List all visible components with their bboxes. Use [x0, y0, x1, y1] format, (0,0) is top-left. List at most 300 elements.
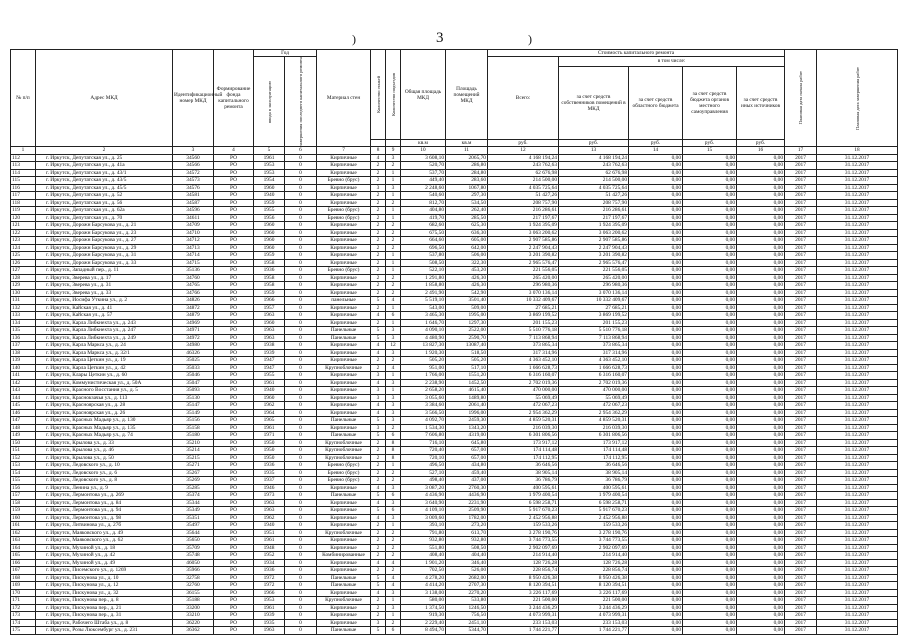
cell-total-area: 580,00 [401, 597, 446, 605]
cell-total: 174 114,48 [488, 447, 559, 455]
cell-wall: Панельные [317, 627, 371, 635]
cell-region: 0,00 [629, 402, 683, 410]
cell-owners: 62 676,98 [559, 169, 629, 177]
cell-owners: 6 598 258,71 [559, 499, 629, 507]
cell-wall: Кирпичные [317, 252, 371, 260]
cell-planned-end: 31.12.2017 [817, 237, 898, 245]
cell-no: 117 [11, 192, 36, 200]
cell-planned-start: 2017 [785, 544, 817, 552]
cell-address: г. Иркутск, Депутатская ул., д. 52 [36, 192, 173, 200]
cell-entrances: 1 [386, 259, 401, 267]
cell-local: 0,00 [683, 379, 737, 387]
cell-id: 35214 [173, 447, 214, 455]
cell-res-area: 2707,30 [446, 582, 488, 590]
cell-res-area: 1452,50 [446, 379, 488, 387]
cell-total-area: 3 465,30 [401, 312, 446, 320]
cell-other: 0,00 [737, 402, 785, 410]
cell-total-area: 419,70 [401, 214, 446, 222]
cell-id: 35046 [173, 372, 214, 380]
cell-region: 0,00 [629, 319, 683, 327]
cell-year-built: 1961 [254, 379, 285, 387]
col-number: 4 [214, 147, 254, 155]
cell-total-area: 3 608,10 [401, 154, 446, 162]
cell-fund: РО [214, 567, 254, 575]
cell-floors: 5 [371, 582, 386, 590]
cell-total-area: 537,70 [401, 169, 446, 177]
cell-id: 35147 [173, 402, 214, 410]
cell-year-built: 1937 [254, 477, 285, 485]
cell-local: 0,00 [683, 177, 737, 185]
cell-res-area: 2459,30 [446, 417, 488, 425]
cell-local: 0,00 [683, 582, 737, 590]
cell-local: 0,00 [683, 627, 737, 635]
cell-owners: 5 510 776,18 [559, 327, 629, 335]
cell-address: г. Иркутск, Ледовского ул., д. 6 [36, 469, 173, 477]
header-floors: Количество этажей [371, 50, 386, 140]
cell-id: 34715 [173, 259, 214, 267]
cell-planned-start: 2017 [785, 567, 817, 575]
cell-year-repair: 0 [285, 484, 317, 492]
cell-other: 0,00 [737, 244, 785, 252]
cell-id: 34713 [173, 244, 214, 252]
cell-local: 0,00 [683, 207, 737, 215]
table-row [11, 432, 898, 440]
cell-planned-end: 31.12.2017 [817, 619, 898, 627]
cell-owners: 4 073 999,31 [559, 612, 629, 620]
table-row [11, 597, 898, 605]
cell-local: 0,00 [683, 499, 737, 507]
cell-res-area: 2682,00 [446, 574, 488, 582]
cell-res-area: 404,40 [446, 552, 488, 560]
cell-year-repair: 0 [285, 357, 317, 365]
cell-address: г. Иркутск, Красноярская ул., д. 26 [36, 409, 173, 417]
cell-planned-start: 2017 [785, 349, 817, 357]
cell-region: 0,00 [629, 169, 683, 177]
cell-no: 128 [11, 274, 36, 282]
cell-year-repair: 0 [285, 379, 317, 387]
header-src-owners: за счет средств собственников помещений в МКД [559, 66, 629, 140]
cell-planned-end: 31.12.2017 [817, 582, 898, 590]
table-row [11, 447, 898, 455]
cell-year-built: 1946 [254, 484, 285, 492]
cell-id: 35349 [173, 507, 214, 515]
cell-address: г. Иркутск, Клары Цеткин ул., д. 60 [36, 372, 173, 380]
cell-total-area: 3 138,00 [401, 589, 446, 597]
cell-year-built: 1958 [254, 259, 285, 267]
cell-id: 35650 [173, 537, 214, 545]
cell-planned-end: 31.12.2017 [817, 552, 898, 560]
cell-year-repair: 0 [285, 469, 317, 477]
cell-no: 166 [11, 559, 36, 567]
cell-no: 164 [11, 544, 36, 552]
cell-region: 0,00 [629, 559, 683, 567]
table-row [11, 274, 898, 282]
cell-local: 0,00 [683, 274, 737, 282]
table-row [11, 409, 898, 417]
cell-no: 171 [11, 597, 36, 605]
cell-no: 132 [11, 304, 36, 312]
header-wall: Материал стен [317, 50, 371, 147]
cell-year-repair: 0 [285, 237, 317, 245]
cell-local: 0,00 [683, 544, 737, 552]
cell-planned-start: 2017 [785, 379, 817, 387]
cell-wall: Бревно (брус) [317, 214, 371, 222]
cell-wall: Кирпичные [317, 619, 371, 627]
cell-entrances: 4 [386, 574, 401, 582]
cell-fund: РО [214, 477, 254, 485]
cell-total: 5 917 670,23 [488, 507, 559, 515]
cell-owners: 228 856,74 [559, 567, 629, 575]
cell-no: 140 [11, 364, 36, 372]
cell-local: 0,00 [683, 282, 737, 290]
cell-year-repair: 0 [285, 619, 317, 627]
cell-year-repair: 0 [285, 184, 317, 192]
cell-total-area: 408,40 [401, 552, 446, 560]
cell-id: 34765 [173, 282, 214, 290]
cell-id: 35149 [173, 409, 214, 417]
table-row [11, 424, 898, 432]
cell-owners: 3 070 136,14 [559, 289, 629, 297]
table-row [11, 567, 898, 575]
cell-other: 0,00 [737, 349, 785, 357]
header-planned-start: Плановая дата начала работ [785, 50, 817, 147]
cell-entrances: 3 [386, 327, 401, 335]
cell-local: 0,00 [683, 402, 737, 410]
table-row [11, 319, 898, 327]
col-number: 1 [11, 147, 36, 155]
unit-local: руб. [683, 140, 737, 147]
cell-region: 0,00 [629, 342, 683, 350]
cell-fund: РО [214, 574, 254, 582]
cell-other: 0,00 [737, 462, 785, 470]
cell-owners: 159 533,26 [559, 522, 629, 530]
cell-entrances: 3 [386, 604, 401, 612]
cell-local: 0,00 [683, 289, 737, 297]
table-row [11, 439, 898, 447]
cell-planned-end: 31.12.2017 [817, 454, 898, 462]
cell-year-built: 1954 [254, 177, 285, 185]
cell-year-repair: 0 [285, 514, 317, 522]
cell-floors: 4 [371, 499, 386, 507]
unit-entrances-blank [386, 140, 401, 147]
cell-fund: РО [214, 469, 254, 477]
table-row [11, 259, 898, 267]
cell-other: 0,00 [737, 237, 785, 245]
col-number: 6 [285, 147, 317, 155]
cell-owners: 3 201 390,82 [559, 252, 629, 260]
cell-total: 4 168 194,24 [488, 154, 559, 162]
cell-no: 130 [11, 289, 36, 297]
cell-year-repair: 0 [285, 447, 317, 455]
cell-entrances: 1 [386, 304, 401, 312]
cell-year-built: 1950 [254, 447, 285, 455]
capital-repair-register-table [10, 49, 898, 635]
cell-wall: Кирпичные [317, 537, 371, 545]
cell-planned-start: 2017 [785, 552, 817, 560]
cell-planned-start: 2017 [785, 469, 817, 477]
cell-other: 0,00 [737, 214, 785, 222]
cell-year-built: 1957 [254, 304, 285, 312]
cell-year-built: 1960 [254, 229, 285, 237]
col-number: 16 [737, 147, 785, 155]
cell-total: 208 757,90 [488, 199, 559, 207]
cell-local: 0,00 [683, 357, 737, 365]
cell-entrances: 2 [386, 229, 401, 237]
cell-entrances: 4 [386, 559, 401, 567]
cell-other: 0,00 [737, 507, 785, 515]
cell-fund: РО [214, 544, 254, 552]
cell-other: 0,00 [737, 162, 785, 170]
cell-planned-end: 31.12.2017 [817, 589, 898, 597]
cell-wall: Кирпичные [317, 169, 371, 177]
cell-year-repair: 0 [285, 349, 317, 357]
cell-address: г. Иркутск, Дорожн Барсукова ул., д. 33 [36, 259, 173, 267]
cell-year-built: 1960 [254, 319, 285, 327]
cell-wall: Бревно (брус) [317, 207, 371, 215]
cell-owners: 214 500,00 [559, 177, 629, 185]
cell-fund: РО [214, 304, 254, 312]
cell-year-built: 1965 [254, 417, 285, 425]
cell-year-repair: 0 [285, 327, 317, 335]
cell-other: 0,00 [737, 154, 785, 162]
cell-region: 0,00 [629, 364, 683, 372]
cell-res-area: 285,50 [446, 214, 488, 222]
cell-wall: Бревно (брус) [317, 267, 371, 275]
cell-entrances: 1 [386, 252, 401, 260]
cell-other: 0,00 [737, 304, 785, 312]
cell-wall: Крупноблочные [317, 447, 371, 455]
cell-year-repair: 0 [285, 304, 317, 312]
cell-address: г. Иркутск, Пискунова ул., д. 10 [36, 574, 173, 582]
cell-id: 34710 [173, 229, 214, 237]
cell-total-area: 540,60 [401, 192, 446, 200]
cell-year-built: 1935 [254, 619, 285, 627]
cell-no: 143 [11, 387, 36, 395]
cell-address: г. Иркутск, Маяковского ул., д. 49 [36, 529, 173, 537]
cell-year-repair: 0 [285, 402, 317, 410]
cell-id: 32760 [173, 582, 214, 590]
cell-year-built: 1936 [254, 462, 285, 470]
cell-id: 34587 [173, 199, 214, 207]
cell-planned-end: 31.12.2017 [817, 402, 898, 410]
cell-year-built: 1952 [254, 552, 285, 560]
cell-entrances: 3 [386, 484, 401, 492]
cell-planned-start: 2017 [785, 229, 817, 237]
cell-region: 0,00 [629, 507, 683, 515]
cell-region: 0,00 [629, 244, 683, 252]
col-number: 2 [36, 147, 173, 155]
cell-id: 35156 [173, 417, 214, 425]
cell-local: 0,00 [683, 394, 737, 402]
cell-year-repair: 0 [285, 612, 317, 620]
cell-owners: 2 452 956,88 [559, 514, 629, 522]
cell-wall: Бревно (брус) [317, 177, 371, 185]
cell-entrances: 2 [386, 162, 401, 170]
cell-no: 159 [11, 507, 36, 515]
cell-res-area: 533,80 [446, 597, 488, 605]
cell-planned-start: 2017 [785, 334, 817, 342]
cell-entrances: 3 [386, 349, 401, 357]
cell-local: 0,00 [683, 349, 737, 357]
cell-wall: Кирпичные [317, 237, 371, 245]
table-row [11, 297, 898, 305]
header-no: № п/п [11, 50, 36, 147]
cell-wall: Панельные [317, 492, 371, 500]
cell-local: 0,00 [683, 477, 737, 485]
cell-owners: 27 685,21 [559, 304, 629, 312]
cell-wall: Комбинированные [317, 552, 371, 560]
cell-other: 0,00 [737, 169, 785, 177]
cell-id: 33200 [173, 604, 214, 612]
cell-fund: РО [214, 424, 254, 432]
cell-year-built: 1960 [254, 244, 285, 252]
cell-year-built: 1959 [254, 289, 285, 297]
cell-planned-end: 31.12.2017 [817, 162, 898, 170]
table-row [11, 559, 898, 567]
cell-floors: 2 [371, 267, 386, 275]
cell-res-area: 453,20 [446, 267, 488, 275]
cell-entrances: 2 [386, 282, 401, 290]
cell-address: г. Иркутск, Депутатская ул., д. 43/1 [36, 169, 173, 177]
cell-owners: 4 035 725,64 [559, 184, 629, 192]
corner-mark-right: ) [528, 32, 532, 46]
cell-owners: 216 286,61 [559, 207, 629, 215]
table-row [11, 289, 898, 297]
header-src-local: за счет средств бюджета органов местного самоуправления [683, 66, 737, 140]
table-row [11, 469, 898, 477]
cell-region: 0,00 [629, 484, 683, 492]
cell-owners: 173 917,12 [559, 439, 629, 447]
cell-floors: 2 [371, 364, 386, 372]
cell-total: 159 533,26 [488, 522, 559, 530]
cell-id: 35136 [173, 267, 214, 275]
cell-other: 0,00 [737, 589, 785, 597]
table-row [11, 492, 898, 500]
cell-no: 147 [11, 417, 36, 425]
cell-floors: 2 [371, 162, 386, 170]
cell-wall: Крупноблочные [317, 597, 371, 605]
cell-year-repair: 0 [285, 627, 317, 635]
table-row [11, 207, 898, 215]
cell-floors: 2 [371, 192, 386, 200]
cell-year-repair: 0 [285, 394, 317, 402]
cell-planned-end: 31.12.2017 [817, 199, 898, 207]
table-row [11, 162, 898, 170]
cell-fund: РО [214, 274, 254, 282]
col-number: 18 [817, 147, 898, 155]
cell-no: 169 [11, 582, 36, 590]
cell-year-repair: 0 [285, 499, 317, 507]
cell-year-built: 1966 [254, 297, 285, 305]
cell-planned-end: 31.12.2017 [817, 529, 898, 537]
cell-total-area: 4 414,20 [401, 582, 446, 590]
cell-fund: РО [214, 454, 254, 462]
cell-owners: 2 907 585,86 [559, 237, 629, 245]
cell-planned-end: 31.12.2017 [817, 409, 898, 417]
table-row [11, 177, 898, 185]
table-row [11, 402, 898, 410]
cell-year-repair: 0 [285, 229, 317, 237]
cell-fund: РО [214, 484, 254, 492]
cell-fund: РО [214, 364, 254, 372]
cell-planned-start: 2017 [785, 439, 817, 447]
cell-year-repair: 0 [285, 259, 317, 267]
cell-no: 149 [11, 432, 36, 440]
cell-planned-start: 2017 [785, 304, 817, 312]
cell-no: 129 [11, 282, 36, 290]
cell-total-area: 664,60 [401, 237, 446, 245]
cell-floors: 2 [371, 222, 386, 230]
header-year-built: ввода в эксплуатацию [254, 57, 285, 147]
cell-id: 34596 [173, 207, 214, 215]
unit-owners: руб. [559, 140, 629, 147]
cell-year-built: 1960 [254, 222, 285, 230]
cell-owners: 3 869 199,52 [559, 312, 629, 320]
cell-region: 0,00 [629, 439, 683, 447]
cell-local: 0,00 [683, 424, 737, 432]
cell-id: 35033 [173, 364, 214, 372]
cell-planned-end: 31.12.2017 [817, 604, 898, 612]
cell-planned-start: 2017 [785, 244, 817, 252]
cell-year-built: 1935 [254, 469, 285, 477]
cell-address: г. Иркутск, Пискунова ул., д. 12 [36, 582, 173, 590]
cell-year-built: 1964 [254, 409, 285, 417]
cell-planned-end: 31.12.2017 [817, 357, 898, 365]
cell-id: 35267 [173, 469, 214, 477]
cell-year-repair: 0 [285, 559, 317, 567]
cell-floors: 3 [371, 424, 386, 432]
cell-res-area: 4319,00 [446, 432, 488, 440]
cell-fund: РО [214, 244, 254, 252]
cell-year-built: 1940 [254, 387, 285, 395]
cell-total-area: 4 092,70 [401, 417, 446, 425]
cell-region: 0,00 [629, 214, 683, 222]
cell-entrances: 3 [386, 154, 401, 162]
table-row [11, 184, 898, 192]
cell-floors: 4 [371, 349, 386, 357]
cell-other: 0,00 [737, 297, 785, 305]
cell-entrances: 2 [386, 537, 401, 545]
cell-other: 0,00 [737, 492, 785, 500]
cell-owners: 233 153,03 [559, 619, 629, 627]
cell-address: г. Иркутск, Карла Маркса ул., д. 32/1 [36, 349, 173, 357]
header-src-region: за счет средств областного бюджета [629, 66, 683, 140]
cell-planned-end: 31.12.2017 [817, 312, 898, 320]
cell-year-built: 1962 [254, 402, 285, 410]
cell-local: 0,00 [683, 469, 737, 477]
cell-no: 133 [11, 312, 36, 320]
cell-local: 0,00 [683, 529, 737, 537]
cell-year-repair: 0 [285, 409, 317, 417]
cell-no: 114 [11, 169, 36, 177]
cell-fund: РО [214, 327, 254, 335]
cell-wall: Крупноблочные [317, 364, 371, 372]
cell-fund: РО [214, 379, 254, 387]
cell-entrances: 1 [386, 177, 401, 185]
cell-entrances: 3 [386, 417, 401, 425]
cell-year-repair: 0 [285, 522, 317, 530]
cell-wall: Кирпичные [317, 259, 371, 267]
cell-local: 0,00 [683, 312, 737, 320]
cell-address: г. Иркутск, Ленина ул., д. 9 [36, 484, 173, 492]
cell-total-area: 3 566,50 [401, 409, 446, 417]
cell-year-repair: 0 [285, 417, 317, 425]
cell-address: г. Иркутск, Депутатская ул., д. 56 [36, 199, 173, 207]
cell-planned-end: 31.12.2017 [817, 342, 898, 350]
cell-res-area: 434,80 [446, 462, 488, 470]
cell-year-built: 1958 [254, 274, 285, 282]
cell-local: 0,00 [683, 222, 737, 230]
